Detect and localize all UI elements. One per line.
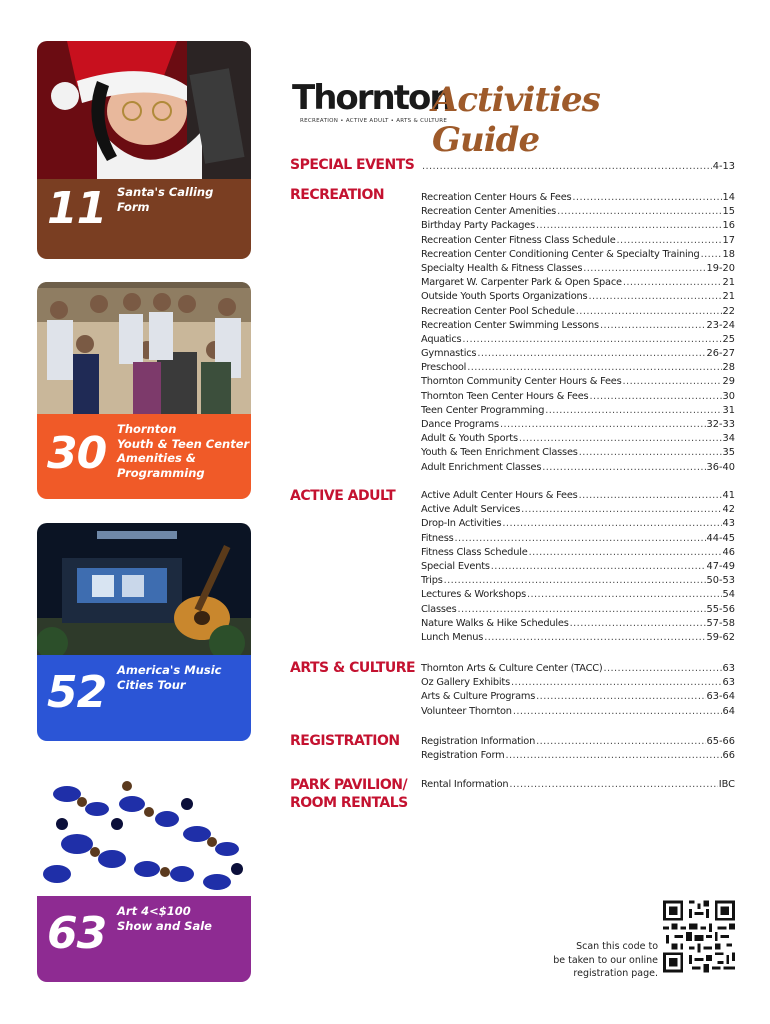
toc-row[interactable] [421,447,735,461]
toc-page: 26-27 [706,348,735,360]
toc-page: 15 [722,206,735,218]
toc-label: Recreation Center Hours & Fees [421,192,572,203]
toc-page: 57-58 [706,617,735,629]
leader-dots [500,419,706,430]
toc-row[interactable] [421,206,735,220]
toc-label: Lectures & Workshops [421,589,526,601]
toc-label: Trips [421,575,443,587]
leader-dots [511,677,722,688]
toc-row[interactable] [421,348,735,362]
toc-row[interactable] [421,518,735,532]
feature-caption: Santa's Calling Form [117,185,214,214]
toc-page: 65-66 [706,736,735,747]
feature-band [37,896,251,982]
toc-row[interactable] [421,561,735,575]
toc-row[interactable] [421,362,735,376]
toc-row[interactable] [421,320,735,334]
toc-row[interactable] [421,376,735,390]
toc-page: 47-49 [706,560,735,572]
toc-page: 18 [722,248,735,260]
toc-row[interactable] [421,618,735,632]
beads-photo [37,764,251,896]
toc-row[interactable] [421,419,735,433]
leader-dots [509,779,717,790]
recreation-list [421,192,735,476]
toc-row[interactable] [421,277,735,291]
toc-label: Arts & Culture Programs [421,691,536,703]
toc-row[interactable] [421,220,735,234]
leader-dots [600,320,706,331]
toc-page: 31 [722,404,735,416]
toc-page: 41 [722,490,735,501]
leader-dots [444,575,706,586]
toc-row[interactable] [421,575,735,589]
leader-dots [589,391,721,402]
leader-dots [604,663,722,674]
toc-row[interactable] [421,334,735,348]
toc-page: 63 [722,677,735,689]
toc-page: 30 [722,390,735,402]
leader-dots [458,604,706,615]
toc-label: Adult Enrichment Classes [421,461,542,473]
toc-label: Active Adult Services [421,504,521,516]
feature-card-art-show[interactable] [37,764,251,982]
arts-culture-list [421,663,735,720]
toc-label: Lunch Menus [421,631,484,643]
toc-page: 54 [722,589,735,601]
feature-page-number: 30 [47,428,107,479]
toc-row[interactable] [421,677,735,691]
toc-row[interactable] [421,405,735,419]
rentals-list [421,779,735,793]
feature-caption: Thornton Youth & Teen Center Amenities & Programming [117,422,250,480]
toc-label: Dance Programs [421,419,499,430]
qr-code-icon[interactable] [663,899,735,974]
toc-label: Recreation Center Conditioning Center & Specialty Training [421,248,700,260]
toc-label: Teen Center Programming [421,404,545,416]
toc-label: Recreation Center Fitness Class Schedule [421,234,616,246]
toc-row[interactable] [421,249,735,263]
toc-page: 64 [722,705,735,717]
leader-dots [502,518,721,529]
section-title-special-events[interactable]: SPECIAL EVENTS [290,157,415,173]
leader-dots [576,306,722,317]
toc-page: 19-20 [706,262,735,274]
leader-dots [484,632,705,643]
toc-page: 21 [722,291,735,303]
toc-row[interactable] [421,706,735,720]
toc-label: Rental Information [421,779,509,790]
toc-label: Preschool [421,362,467,374]
leader-dots [513,706,722,717]
leader-dots [505,750,721,761]
toc-row[interactable] [421,161,735,175]
section-title-registration[interactable]: REGISTRATION [290,733,400,749]
scan-instructions: Scan this code to be taken to our online registration page. [553,941,658,979]
teens-photo [37,282,251,414]
leader-dots [583,263,705,274]
leader-dots [521,504,721,515]
leader-dots [545,405,721,416]
leader-dots [491,561,706,572]
brand-logo [292,78,682,160]
toc-page: 50-53 [706,575,735,587]
toc-label: Thornton Teen Center Hours & Fees [421,390,589,402]
feature-page-number: 11 [47,183,107,234]
toc-page: 14 [722,192,735,203]
section-title-rentals[interactable]: PARK PAVILION/ ROOM RENTALS [290,777,408,811]
leader-dots [623,376,722,387]
toc-label: Aquatics [421,333,462,345]
toc-page: 22 [722,305,735,317]
leader-dots [536,220,722,231]
toc-page: 35 [722,447,735,459]
leader-dots [462,334,721,345]
section-title-recreation[interactable]: RECREATION [290,187,385,203]
toc-label: Fitness [421,532,454,544]
leader-dots [588,291,721,302]
toc-page: 36-40 [706,461,735,473]
feature-card-teen-center[interactable] [37,282,251,499]
leader-dots [617,235,722,246]
toc-page: 29 [722,376,735,388]
registration-list [421,736,735,764]
active-adult-list [421,490,735,646]
leader-dots [536,736,705,747]
toc-page: 59-62 [706,631,735,643]
toc-label: Fitness Class Schedule [421,546,528,558]
feature-card-music-tour[interactable] [37,523,251,741]
toc-label: Recreation Center Amenities [421,206,557,218]
toc-page: 46 [722,546,735,558]
toc-row[interactable] [421,235,735,249]
toc-row[interactable] [421,192,735,206]
toc-page: 34 [722,433,735,445]
music-tour-photo [37,523,251,655]
toc-page: 55-56 [706,603,735,615]
toc-label: Recreation Center Swimming Lessons [421,319,599,331]
toc-row[interactable] [421,490,735,504]
feature-card-santa[interactable] [37,41,251,259]
leader-dots [623,277,722,288]
toc-page: 17 [722,234,735,246]
feature-band [37,655,251,741]
toc-label: Margaret W. Carpenter Park & Open Space [421,277,622,289]
leader-dots [527,589,722,600]
feature-page-number: 52 [47,667,107,718]
leader-dots [536,691,705,702]
leader-dots [477,348,705,359]
toc-page: IBC [718,779,735,790]
toc-page: 63 [722,663,735,674]
toc-row[interactable] [421,504,735,518]
toc-page: 23-24 [706,319,735,331]
toc-row[interactable] [421,604,735,618]
toc-page: 43 [722,518,735,530]
toc-label: Special Events [421,560,490,572]
toc-page: 66 [722,750,735,762]
leader-dots [572,192,721,203]
toc-row[interactable] [421,779,735,793]
leader-dots [519,433,722,444]
toc-row[interactable] [421,263,735,277]
toc-label: Registration Form [421,750,505,762]
toc-row[interactable] [421,691,735,705]
toc-row[interactable] [421,750,735,764]
leader-dots [557,206,721,217]
toc-row[interactable] [421,736,735,750]
toc-row[interactable] [421,533,735,547]
feature-caption: America's Music Cities Tour [117,663,222,692]
feature-caption: Art 4<$100 Show and Sale [117,904,212,933]
toc-row[interactable] [421,306,735,320]
toc-page: 4-13 [712,161,735,172]
toc-row[interactable] [421,391,735,405]
toc-label: Birthday Party Packages [421,220,536,232]
toc-page: 28 [722,362,735,374]
toc-row[interactable] [421,291,735,305]
toc-label: Adult & Youth Sports [421,433,518,445]
toc-label: Classes [421,603,457,615]
toc-label: Youth & Teen Enrichment Classes [421,447,578,459]
leader-dots [467,362,721,373]
leader-dots [701,249,722,260]
toc-row[interactable] [421,632,735,646]
leader-dots [529,547,722,558]
toc-label: Volunteer Thornton [421,705,512,717]
toc-page: 42 [722,504,735,516]
toc-label: Thornton Arts & Culture Center (TACC) [421,663,603,674]
toc-label: Thornton Community Center Hours & Fees [421,376,622,388]
leader-dots [570,618,706,629]
toc-label: Specialty Health & Fitness Classes [421,262,583,274]
toc-label: Recreation Center Pool Schedule [421,305,575,317]
toc-page: 32-33 [706,419,735,430]
leader-dots [422,161,712,172]
feature-band [37,414,251,499]
toc-page: 63-64 [706,691,735,703]
leader-dots [579,447,722,458]
toc-row[interactable] [421,433,735,447]
guide-title: Activities Guide [432,80,600,160]
brand-name: Thornton [292,78,452,118]
toc-label: Drop-In Activities [421,518,502,530]
leader-dots [542,462,705,473]
toc-row[interactable] [421,462,735,476]
leader-dots [579,490,722,501]
toc-row[interactable] [421,589,735,603]
toc-label: Nature Walks & Hike Schedules [421,617,569,629]
toc-label: Oz Gallery Exhibits [421,677,510,689]
toc-page: 25 [722,333,735,345]
toc-label: Gymnastics [421,348,477,360]
special-events-entry [421,161,735,175]
feature-band [37,179,251,259]
toc-row[interactable] [421,547,735,561]
section-title-arts-culture[interactable]: ARTS & CULTURE [290,660,416,676]
leader-dots [455,533,706,544]
toc-page: 44-45 [706,532,735,544]
toc-label: Active Adult Center Hours & Fees [421,490,578,501]
toc-page: 21 [722,277,735,289]
toc-label: Registration Information [421,736,536,747]
section-title-active-adult[interactable]: ACTIVE ADULT [290,488,396,504]
brand-tagline: RECREATION • ACTIVE ADULT • ARTS & CULTURE [300,118,448,124]
toc-page: 16 [722,220,735,232]
toc-row[interactable] [421,663,735,677]
toc-label: Outside Youth Sports Organizations [421,291,588,303]
santa-photo [37,41,251,186]
feature-page-number: 63 [47,908,107,959]
